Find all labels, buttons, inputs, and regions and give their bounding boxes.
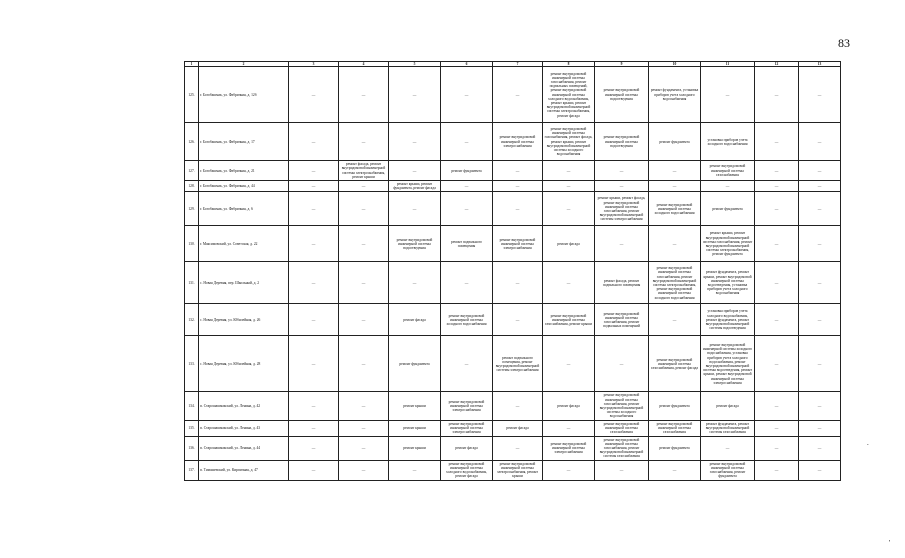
table-row bbox=[185, 420, 841, 436]
work-cell: — bbox=[289, 181, 339, 192]
table-row bbox=[185, 436, 841, 460]
work-cell: ремонт внутридомовой инженерной системы холодного водоснабжения bbox=[441, 304, 493, 336]
address-cell: п. Старошашмакский, ул. Ленина, д. 42 bbox=[199, 392, 289, 420]
table-row bbox=[185, 262, 841, 304]
work-cell: ремонт внутридомовой инженерной системы электроснабжения, ремонт крыши bbox=[493, 460, 543, 480]
work-cell: ремонт крыши bbox=[389, 436, 441, 460]
column-header: 2 bbox=[199, 62, 289, 67]
column-header: 7 bbox=[493, 62, 543, 67]
work-cell: ремонт крыши bbox=[389, 392, 441, 420]
work-cell: ремонт внутридомовой инженерной системы холодного водоснабжения, ремонт фасада bbox=[441, 460, 493, 480]
work-cell: — bbox=[799, 226, 841, 262]
work-cell: ремонт внутридомовой инженерной системы газоснабжения bbox=[595, 420, 649, 436]
work-cell: ремонт крыши, ремонт фундамента, ремонт фасада bbox=[389, 181, 441, 192]
work-cell: — bbox=[755, 123, 799, 161]
work-cell: ремонт фундамента bbox=[649, 436, 701, 460]
work-cell: ремонт фундамента, ремонт крыши, ремонт внутридомовой инженерной системы водоотведения, установка приборов учета холодного водоснабжения bbox=[701, 262, 755, 304]
address-cell: г. Богобашмак, ул. Фабричная, д. 17 bbox=[199, 123, 289, 161]
work-cell: — bbox=[493, 392, 543, 420]
work-cell: — bbox=[289, 420, 339, 436]
work-cell: — bbox=[493, 192, 543, 226]
work-cell: — bbox=[339, 392, 389, 420]
work-cell: ремонт фасада, ремонт подвального помещения bbox=[595, 262, 649, 304]
row-number: 128. bbox=[185, 181, 199, 192]
row-number: 135. bbox=[185, 420, 199, 436]
work-cell: — bbox=[755, 226, 799, 262]
work-cell: — bbox=[755, 304, 799, 336]
work-cell: — bbox=[799, 336, 841, 392]
work-cell: — bbox=[389, 192, 441, 226]
row-number: 137. bbox=[185, 460, 199, 480]
work-cell: ремонт внутридомовой инженерной системы водоотведения bbox=[389, 226, 441, 262]
address-cell: с. Новая Деревня, ул. Юбилейная, д. 28 bbox=[199, 336, 289, 392]
work-cell: — bbox=[289, 161, 339, 181]
column-header: 10 bbox=[649, 62, 701, 67]
work-cell: — bbox=[755, 181, 799, 192]
work-cell: ремонт внутридомовой инженерной системы газоснабжения, ремонт внутридомовой инженерной системы газоснабжения bbox=[595, 436, 649, 460]
work-cell: — bbox=[701, 436, 755, 460]
work-cell: — bbox=[339, 192, 389, 226]
work-cell: — bbox=[799, 181, 841, 192]
work-cell: — bbox=[493, 304, 543, 336]
address-cell: с. Новая Деревня, пер. Школьный, д. 2 bbox=[199, 262, 289, 304]
work-cell: — bbox=[701, 67, 755, 123]
work-cell: — bbox=[339, 67, 389, 123]
work-cell: — bbox=[799, 420, 841, 436]
work-cell: ремонт внутридомовой инженерной системы электроснабжения bbox=[493, 226, 543, 262]
table-row bbox=[185, 392, 841, 420]
work-cell: ремонт фундамента, установка приборов учета холодного водоснабжения bbox=[649, 67, 701, 123]
address-cell: г. Богобашмак, ул. Фабричная, д. 21 bbox=[199, 161, 289, 181]
work-cell: — bbox=[339, 262, 389, 304]
table-row bbox=[185, 304, 841, 336]
work-cell: — bbox=[799, 67, 841, 123]
row-number: 131. bbox=[185, 262, 199, 304]
work-cell: — bbox=[289, 67, 339, 123]
work-cell: — bbox=[289, 304, 339, 336]
work-cell: ремонт фундамента, ремонт внутридомовой инженерной системы газоснабжения bbox=[701, 420, 755, 436]
work-cell: ремонт крыши, ремонт фасада, ремонт внутридомовой инженерной системы газоснабжения, ремонт внутридомовой инженерной системы электроснабжения bbox=[595, 192, 649, 226]
work-cell: — bbox=[339, 336, 389, 392]
row-number: 133. bbox=[185, 336, 199, 392]
table-row bbox=[185, 336, 841, 392]
work-cell: ремонт внутридомовой инженерной системы газоснабжения, ремонт фасада bbox=[649, 336, 701, 392]
work-cell: установка приборов учета холодного водоснабжения bbox=[701, 123, 755, 161]
work-cell: — bbox=[289, 226, 339, 262]
work-cell: ремонт фасада bbox=[441, 436, 493, 460]
work-cell: ремонт внутридомовой инженерной системы холодного водоснабжения, установка приборов учета холодного водоснабжения, ремонт внутридомовой инженерной системы водоотведения, ремонт крыши, ремонт внутридомовой инженерной системы электроснабжения bbox=[701, 336, 755, 392]
work-cell: ремонт фасада bbox=[543, 392, 595, 420]
page-edge-mark: ' bbox=[889, 539, 891, 547]
work-cell: ремонт внутридомовой инженерной системы электроснабжения bbox=[543, 436, 595, 460]
work-cell: — bbox=[339, 420, 389, 436]
work-cell: ремонт фундамента bbox=[441, 161, 493, 181]
column-header: 9 bbox=[595, 62, 649, 67]
work-cell: — bbox=[389, 67, 441, 123]
work-cell: — bbox=[755, 336, 799, 392]
work-cell: ремонт фасада bbox=[543, 226, 595, 262]
work-cell: — bbox=[289, 436, 339, 460]
work-cell: — bbox=[389, 460, 441, 480]
address-cell: г. Богобашмак, ул. Фабричная, д. 12б bbox=[199, 67, 289, 123]
work-cell: ремонт фасада bbox=[493, 420, 543, 436]
table-row bbox=[185, 161, 841, 181]
work-cell: ремонт внутридомовой инженерной системы газоснабжения, ремонт подвальных помещений bbox=[595, 304, 649, 336]
work-cell: — bbox=[595, 460, 649, 480]
work-cell: ремонт внутридомовой инженерной системы электроснабжения bbox=[441, 392, 493, 420]
address-cell: г. Максимовский, ул. Советская, д. 22 bbox=[199, 226, 289, 262]
work-cell: — bbox=[649, 460, 701, 480]
row-number: 127. bbox=[185, 161, 199, 181]
row-number: 130. bbox=[185, 226, 199, 262]
column-header: 3 bbox=[289, 62, 339, 67]
work-cell: ремонт внутридомовой инженерной системы газоснабжения bbox=[649, 420, 701, 436]
column-header: 6 bbox=[441, 62, 493, 67]
column-header: 12 bbox=[755, 62, 799, 67]
work-cell: — bbox=[493, 181, 543, 192]
work-cell: — bbox=[755, 420, 799, 436]
column-header: 11 bbox=[701, 62, 755, 67]
work-cell: ремонт фундамента bbox=[701, 192, 755, 226]
work-cell: — bbox=[755, 460, 799, 480]
work-cell: ремонт внутридомовой инженерной системы газоснабжения, ремонт фасада, ремонт крыши, ремонт внутридомовой инженерной системы холодного водоснабжения bbox=[543, 123, 595, 161]
work-cell: — bbox=[799, 161, 841, 181]
work-cell: — bbox=[595, 181, 649, 192]
work-cell: — bbox=[595, 161, 649, 181]
work-cell: — bbox=[493, 161, 543, 181]
work-cell: установка приборов учета холодного водоснабжения, ремонт фундамента, ремонт внутридомовой инженерной системы водоотведения bbox=[701, 304, 755, 336]
work-cell: ремонт фасада bbox=[701, 392, 755, 420]
work-cell: — bbox=[755, 67, 799, 123]
work-cell: — bbox=[543, 460, 595, 480]
work-cell: ремонт внутридомовой инженерной системы водоотведения bbox=[595, 123, 649, 161]
row-number: 136. bbox=[185, 436, 199, 460]
work-cell: ремонт внутридомовой инженерной системы газоснабжения bbox=[701, 161, 755, 181]
work-cell: — bbox=[701, 181, 755, 192]
work-cell: — bbox=[799, 192, 841, 226]
work-cell: — bbox=[543, 161, 595, 181]
work-cell: — bbox=[543, 336, 595, 392]
table-row bbox=[185, 123, 841, 161]
work-cell: ремонт фундамента bbox=[649, 123, 701, 161]
column-header: 8 bbox=[543, 62, 595, 67]
work-cell: — bbox=[595, 336, 649, 392]
work-cell: — bbox=[441, 123, 493, 161]
work-cell: — bbox=[799, 392, 841, 420]
work-cell: ремонт фундамента bbox=[389, 336, 441, 392]
row-number: 125. bbox=[185, 67, 199, 123]
work-cell: — bbox=[289, 123, 339, 161]
work-cell: — bbox=[799, 123, 841, 161]
work-cell: — bbox=[493, 262, 543, 304]
work-cell: — bbox=[755, 262, 799, 304]
work-cell: — bbox=[339, 226, 389, 262]
work-cell: ремонт внутридомовой инженерной системы газоснабжения, ремонт внутридомовой инженерной системы электроснабжения, ремонт внутридомовой инженерной системы холодного водоснабжения bbox=[649, 262, 701, 304]
work-cell: — bbox=[543, 420, 595, 436]
work-cell: ремонт внутридомовой инженерной системы газоснабжения, ремонт крыши bbox=[543, 304, 595, 336]
work-cell: — bbox=[441, 192, 493, 226]
work-cell: ремонт фундамента bbox=[649, 392, 701, 420]
work-cell: — bbox=[799, 460, 841, 480]
table-row bbox=[185, 181, 841, 192]
work-cell: — bbox=[389, 161, 441, 181]
column-header: 5 bbox=[389, 62, 441, 67]
work-cell: — bbox=[543, 192, 595, 226]
work-cell: — bbox=[649, 181, 701, 192]
work-cell: — bbox=[339, 436, 389, 460]
work-cell: — bbox=[799, 436, 841, 460]
work-cell: — bbox=[595, 226, 649, 262]
page-edge-mark: . bbox=[867, 439, 869, 447]
work-cell: ремонт фасада bbox=[389, 304, 441, 336]
table-row bbox=[185, 460, 841, 480]
address-cell: п. Старошашмакский, ул. Ленина, д. 44 bbox=[199, 436, 289, 460]
work-cell: — bbox=[441, 336, 493, 392]
page-number: 83 bbox=[838, 36, 850, 50]
work-cell: ремонт внутридомовой инженерной системы водоотведения bbox=[595, 67, 649, 123]
work-cell: ремонт внутридомовой инженерной системы газоснабжения, ремонт внутридомовой инженерной системы холодного водоснабжения bbox=[595, 392, 649, 420]
column-header: 4 bbox=[339, 62, 389, 67]
row-number: 129. bbox=[185, 192, 199, 226]
address-cell: г. Богобашмак, ул. Фабричная, д. 6 bbox=[199, 192, 289, 226]
work-cell: — bbox=[441, 262, 493, 304]
address-cell: с. Новая Деревня, ул. Юбилейная, д. 26 bbox=[199, 304, 289, 336]
work-cell: ремонт внутридомовой инженерной системы газоснабжения, ремонт подвальных помещений, ремонт внутридомовой инженерной системы холодного водоснабжения, ремонт крыши, ремонт внутридомовой инженерной системы электроснабжения, ремонт фасада bbox=[543, 67, 595, 123]
work-cell: — bbox=[649, 226, 701, 262]
work-cell: — bbox=[289, 262, 339, 304]
table-row bbox=[185, 226, 841, 262]
row-number: 132. bbox=[185, 304, 199, 336]
work-cell: — bbox=[755, 161, 799, 181]
work-cell: — bbox=[755, 392, 799, 420]
work-cell: ремонт внутридомовой инженерной системы газоснабжения, ремонт фундамента bbox=[701, 460, 755, 480]
address-cell: г. Богобашмак, ул. Фабричная, д. 44 bbox=[199, 181, 289, 192]
work-cell: — bbox=[389, 123, 441, 161]
work-cell: ремонт крыши bbox=[389, 420, 441, 436]
work-cell: — bbox=[543, 181, 595, 192]
work-cell: ремонт крыши, ремонт внутридомовой инженерной системы газоснабжения, ремонт внутридомовой инженерной системы электроснабжения, ремонт фундамента bbox=[701, 226, 755, 262]
work-cell: — bbox=[389, 262, 441, 304]
work-cell: — bbox=[289, 460, 339, 480]
work-cell: — bbox=[799, 262, 841, 304]
work-cell: — bbox=[493, 436, 543, 460]
address-cell: п. Тимашевский, ул. Кирпичная, д. 47 bbox=[199, 460, 289, 480]
work-cell: — bbox=[799, 304, 841, 336]
work-cell: — bbox=[289, 392, 339, 420]
work-cell: — bbox=[649, 161, 701, 181]
work-cell: ремонт внутридомовой инженерной системы холодного водоснабжения bbox=[649, 192, 701, 226]
work-cell: — bbox=[755, 192, 799, 226]
work-cell: — bbox=[755, 436, 799, 460]
address-cell: п. Старошашмакский, ул. Ленина, д. 43 bbox=[199, 420, 289, 436]
work-cell: ремонт подвального помещения bbox=[441, 226, 493, 262]
column-header: 13 bbox=[799, 62, 841, 67]
work-cell: — bbox=[441, 181, 493, 192]
work-cell: — bbox=[339, 123, 389, 161]
table-row bbox=[185, 192, 841, 226]
work-cell: — bbox=[289, 336, 339, 392]
work-cell: — bbox=[339, 181, 389, 192]
work-cell: — bbox=[289, 192, 339, 226]
repair-plan-table bbox=[184, 61, 841, 481]
work-cell: — bbox=[543, 262, 595, 304]
row-number: 134. bbox=[185, 392, 199, 420]
table-row bbox=[185, 67, 841, 123]
work-cell: ремонт внутридомовой инженерной системы электроснабжения bbox=[493, 123, 543, 161]
work-cell: — bbox=[649, 304, 701, 336]
work-cell: — bbox=[441, 67, 493, 123]
row-number: 126. bbox=[185, 123, 199, 161]
work-cell: ремонт внутридомовой инженерной системы электроснабжения bbox=[441, 420, 493, 436]
column-header: 1 bbox=[185, 62, 199, 67]
work-cell: — bbox=[339, 460, 389, 480]
work-cell: — bbox=[339, 304, 389, 336]
work-cell: ремонт фасада, ремонт внутридомовой инженерной системы электроснабжения, ремонт крыши bbox=[339, 161, 389, 181]
work-cell: — bbox=[493, 67, 543, 123]
work-cell: ремонт подвального помещения, ремонт внутридомовой инженерной системы электроснабжения bbox=[493, 336, 543, 392]
